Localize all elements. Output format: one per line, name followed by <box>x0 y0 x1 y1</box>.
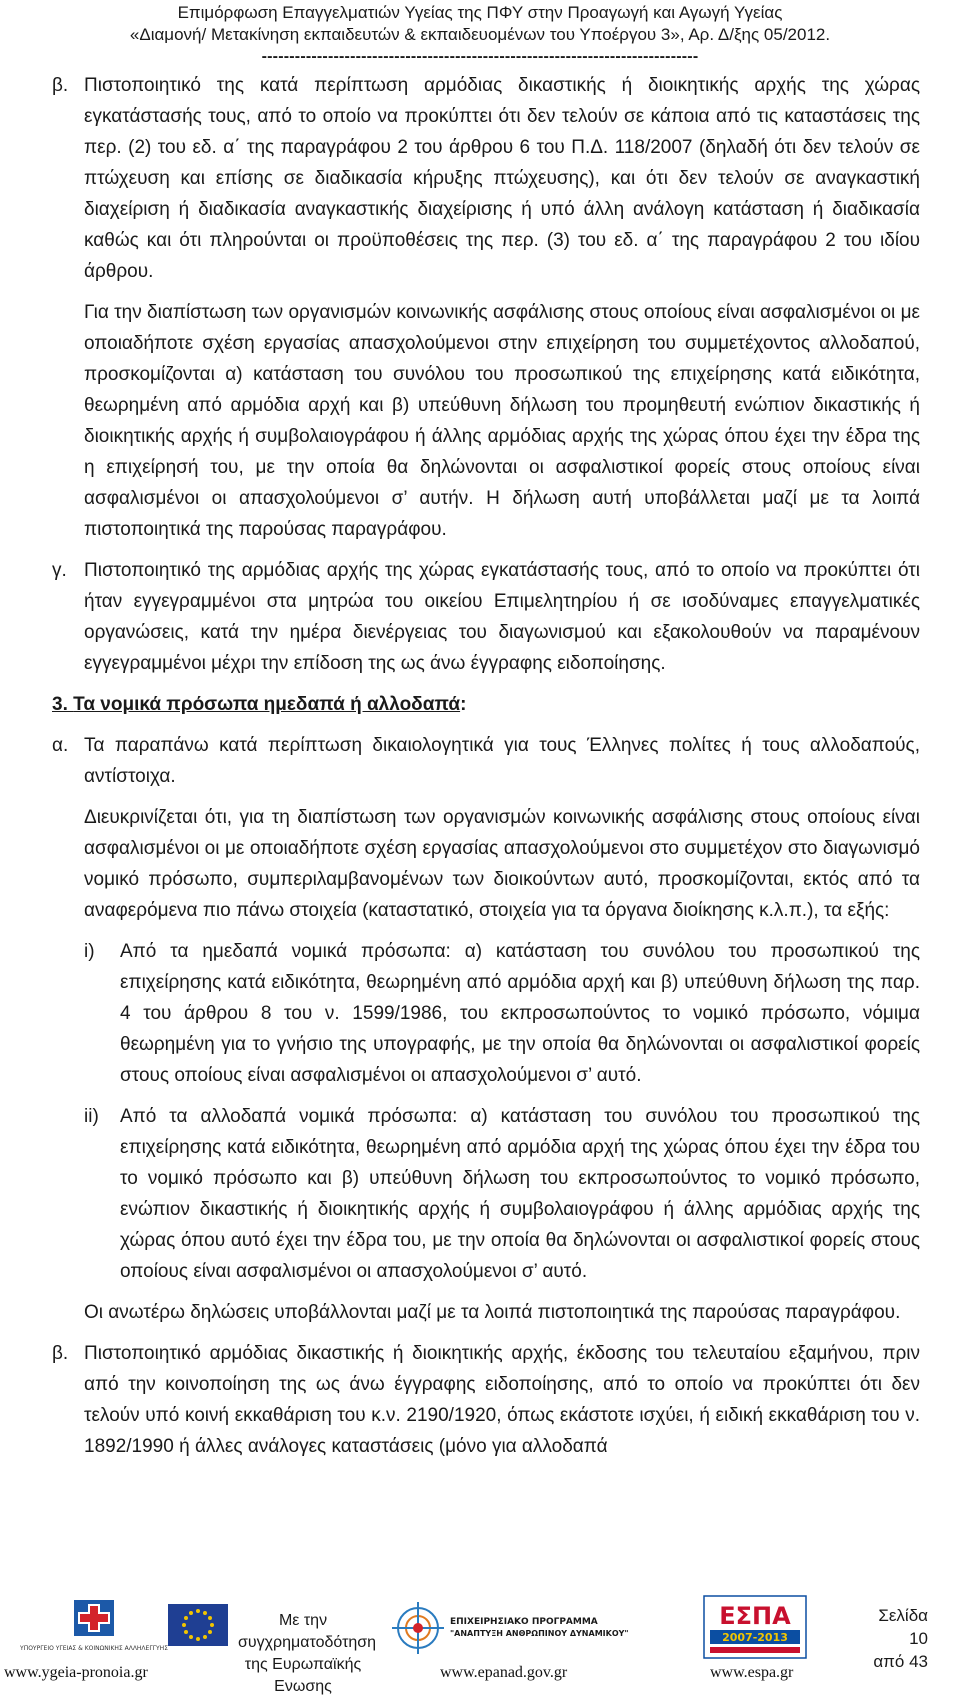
item-marker: β. <box>52 1343 69 1364</box>
list-item-beta-2 <box>52 1338 920 1462</box>
operational-programme-logo <box>392 1598 629 1660</box>
eu-flag-icon <box>168 1604 228 1646</box>
item-text: Πιστοποιητικό της κατά περίπτωση αρμόδιας δικαστικής ή διοικητικής αρχής της χώρας εγκατάστασής τους, από το οποίο να προκύπτει ότι δεν τελούν σε κάποια από τις καταστάσεις της περ. (2) του εδ. α΄ της παραγράφου 2 του άρθρου 6 του Π.Δ. 118/2007 (δηλαδή ότι δεν τελούν σε πτώχευση και επίσης σε διαδικασία κήρυξης πτώχευσης), και ότι δεν τελούν σε αναγκαστική διαχείριση ή διαδικασία αναγκαστικής διαχείρισης ή υπό άλλη ανάλογη κατάσταση ή διαδικασία καθώς και ότι πληρούνται οι προϋποθέσεις της περ. (3) του εδ. α΄ της παραγράφου 2 του ιδίου άρθρου. <box>84 75 920 282</box>
item-text: Πιστοποιητικό της αρμόδιας αρχής της χώρας εγκατάστασής τους, από το οποίο να προκύπτει ότι ήταν εγγεγραμμένοι στα μητρώα του οικείου Επιμελητηρίου ή σε ισοδύναμες επαγγελματικές οργανώσεις, κατά την ημέρα διενέργειας του διαγωνισμού και εξακολουθούν να παραμένουν εγγεγραμμένοι μέχρι την επίδοση της ως άνω έγγραφης ειδοποίησης. <box>84 560 920 674</box>
heading-number: 3. <box>52 694 74 715</box>
document-body <box>52 70 920 1472</box>
ministry-logo-text: ΥΠΟΥΡΓΕΙΟ ΥΓΕΙΑΣ & ΚΟΙΝΩΝΙΚΗΣ ΑΛΛΗΛΕΓΓΥΗΣ <box>20 1645 168 1652</box>
cofunding-line-2: συγχρηματοδότηση <box>238 1634 377 1651</box>
sub-item-marker: i) <box>84 941 95 962</box>
sub-item-i <box>84 936 920 1091</box>
ministry-health-logo <box>20 1596 168 1664</box>
list-item-alpha <box>52 730 920 792</box>
espa-url-link[interactable]: www.espa.gr <box>710 1664 794 1681</box>
eu-cofunding-text <box>238 1610 377 1698</box>
item-text: Πιστοποιητικό αρμόδιας δικαστικής ή διοικητικής αρχής, έκδοσης του τελευταίου εξαμήνου, πριν από την κοινοποίηση της ως άνω έγγραφης ειδοποίησης, από το οποίο να προκύπτει ότι δεν τελούν υπό κοινή εκκαθάριση του κ.ν. 2190/1920, όπως εκάστοτε ισχύει, ή ειδική εκκαθάριση του ν. 1892/1990 ή άλλες ανάλογες καταστάσεις (μόνο για αλλοδαπά <box>84 1343 920 1457</box>
espa-logo-text: ΕΣΠΑ <box>719 1602 791 1630</box>
program-line-2: "ΑΝΑΠΤΥΞΗ ΑΝΘΡΩΠΙΝΟΥ ΔΥΝΑΜΙΚΟΥ" <box>450 1629 629 1638</box>
page-number <box>858 1604 928 1673</box>
program-line-1: ΕΠΙΧΕΙΡΗΣΙΑΚΟ ΠΡΟΓΡΑΜΜΑ <box>450 1617 598 1627</box>
ministry-url-link[interactable]: www.ygeia-pronoia.gr <box>4 1664 148 1681</box>
espa-years: 2007-2013 <box>722 1631 788 1644</box>
cofunding-line-3: της Ευρωπαϊκής <box>244 1656 362 1673</box>
page-footer <box>0 1590 960 1695</box>
page-label: Σελίδα 10 <box>878 1606 928 1648</box>
header-rule: ------------------------------------------------------------------------------- <box>261 48 699 65</box>
heading-text: Τα νομικά πρόσωπα ημεδαπά ή αλλοδαπά <box>73 694 461 715</box>
item-marker: β. <box>52 75 69 96</box>
paragraph-social-insurance: Για την διαπίστωση των οργανισμών κοινωνικής ασφάλισης στους οποίους είναι ασφαλισμένοι οι με οποιαδήποτε σχέση εργασίας απασχολούμενοι στην επιχείρηση του συμμετέχοντος αλλοδαπού, προσκομίζονται α) κατάσταση του συνόλου του προσωπικού της επιχείρησης κατά ειδικότητα, θεωρημένη από αρμόδια αρχή και β) υπεύθυνη δήλωση του προμηθευτή ενώπιον δικαστικής ή διοικητικής αρχής ή συμβολαιογράφου ή άλλης αρμόδιας αρχής της χώρας όπου έχει την έδρα της η επιχείρησή του, με την οποία θα δηλώνονται οι ασφαλιστικοί φορείς στους οποίους είναι ασφαλισμένοι οι απασχολούμενοι σ’ αυτήν. Η δήλωση αυτή υποβάλλεται μαζί με τα λοιπά πιστοποιητικά της παρούσας παραγράφου. <box>84 302 920 540</box>
item-text: Τα παραπάνω κατά περίπτωση δικαιολογητικά για τους Έλληνες πολίτες ή τους αλλοδαπούς, αντίστοιχα. <box>84 735 920 787</box>
list-item-gamma <box>52 555 920 679</box>
paragraph-declarations: Οι ανωτέρω δηλώσεις υποβάλλονται μαζί με τα λοιπά πιστοποιητικά της παρούσας παραγράφου. <box>84 1302 901 1323</box>
sub-item-ii <box>84 1101 920 1287</box>
sub-item-marker: ii) <box>84 1106 99 1127</box>
cofunding-line-1: Με την <box>278 1612 328 1629</box>
paragraph-clarification: Διευκρινίζεται ότι, για τη διαπίστωση των οργανισμών κοινωνικής ασφάλισης στους οποίους είναι ασφαλισμένοι οι με οποιαδήποτε σχέση εργασίας απασχολούμενοι στο συμμετέχον στο διαγωνισμό νομικό πρόσωπο, συμπεριλαμβανομένων των διοικούντων αυτό, προσκομίζονται, εκτός από τα αναφερόμενα πιο πάνω στοιχεία (καταστατικό, στοιχεία για τα όργανα διοίκησης κ.λ.π.), τα εξής: <box>84 807 920 921</box>
program-url-link[interactable]: www.epanad.gov.gr <box>440 1664 568 1681</box>
item-marker: α. <box>52 735 69 756</box>
item-marker: γ. <box>52 560 67 581</box>
section-heading <box>52 689 920 720</box>
heading-colon: : <box>460 694 467 715</box>
header-subtitle: «Διαμονή/ Μετακίνηση εκπαιδευτών & εκπαιδευομένων του Υποέργου 3», Αρ. Δ/ξης 05/2012. <box>129 25 831 44</box>
sub-item-text: Από τα ημεδαπά νομικά πρόσωπα: α) κατάσταση του συνόλου του προσωπικού της επιχείρησης κατά ειδικότητα, θεωρημένη από αρμόδια αρχή και β) υπεύθυνη δήλωση της παρ. 4 του άρθρου 8 του ν. 1599/1986, του εκπροσωπούντος το νομικό πρόσωπο, νόμιμα θεωρημένη για το γνήσιο της υπογραφής, με την οποία θα δηλώνονται οι ασφαλιστικοί φορείς στους οποίους είναι ασφαλισμένοι οι απασχολούμενοι σ’ αυτό. <box>120 941 920 1086</box>
espa-logo <box>700 1594 810 1660</box>
sub-item-text: Από τα αλλοδαπά νομικά πρόσωπα: α) κατάσταση του συνόλου του προσωπικού της επιχείρησης κατά ειδικότητα, θεωρημένη από αρμόδια αρχή της χώρας όπου έχει την έδρα του το νομικό πρόσωπο και β) υπεύθυνη δήλωση του εκπροσωπούντος το νομικό πρόσωπο, ενώπιον δικαστικής ή διοικητικής αρχής ή συμβολαιογράφου ή άλλης αρμόδιας αρχής της χώρας όπου αυτό έχει την έδρα του, με την οποία θα δηλώνονται οι ασφαλιστικοί φορείς στους οποίους είναι ασφαλισμένοι οι απασχολούμενοι σ’ αυτό. <box>120 1106 920 1282</box>
cofunding-line-4: Ενωσης <box>274 1678 332 1695</box>
header-title: Επιμόρφωση Επαγγελματιών Υγείας της ΠΦΥ στην Προαγωγή και Αγωγή Υγείας <box>177 3 783 22</box>
list-item-beta-1 <box>52 70 920 287</box>
page-total: από 43 <box>873 1652 928 1671</box>
